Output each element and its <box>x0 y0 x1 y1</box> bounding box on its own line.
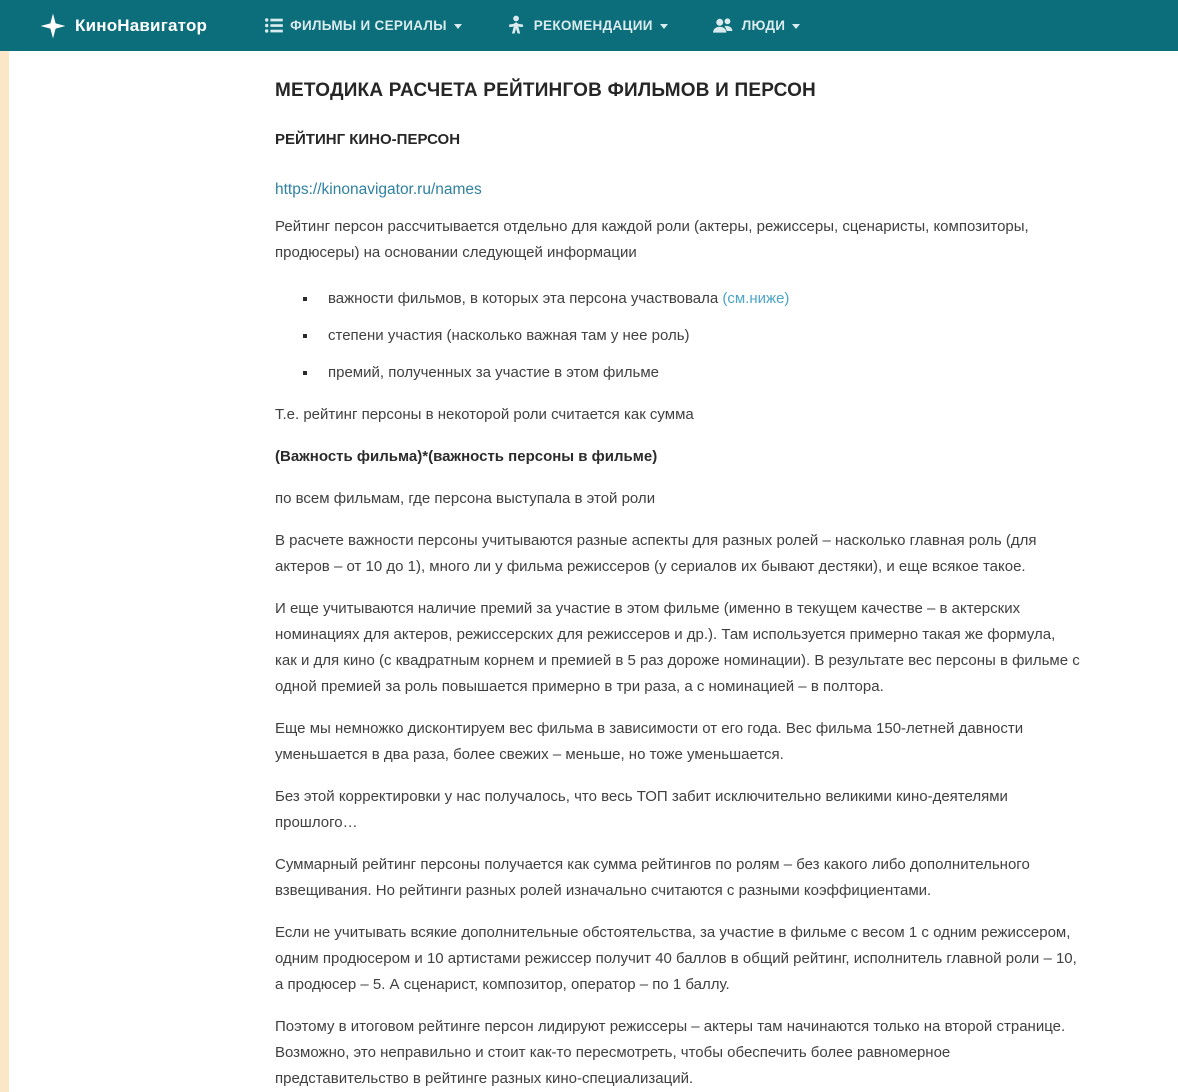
formula-paragraph: (Важность фильма)*(важность персоны в фильме) <box>275 448 658 465</box>
paragraph: Поэтому в итоговом рейтинге персон лидируют режиссеры – актеры там начинаются только на второй странице. Возможно, это неправильно и стоит как-то пересмотреть, чтобы обеспечить более равномерное представительство в рейтинге разных кино-специализаций. <box>275 1018 1066 1087</box>
square-bullet-icon <box>303 371 307 375</box>
square-bullet-icon <box>303 334 307 338</box>
names-page-link[interactable]: https://kinonavigator.ru/names <box>275 181 482 198</box>
paragraph: И еще учитываются наличие премий за участие в этом фильме (именно в текущем качестве – в актерских номинациях для актеров, режиссерских для режиссеров и др.). Там используется примерно такая же формула, как и для кино (с квадратным корнем и премией в 5 раз дороже номинации). В результате вес персоны в фильме с одной премией за роль повышается примерно в три раза, а с номинацией – в полтора. <box>275 600 1080 695</box>
chevron-down-icon <box>454 24 462 29</box>
list-item <box>275 286 1081 312</box>
nav-people[interactable] <box>702 9 811 42</box>
criteria-list <box>275 286 1081 386</box>
logo-text: КиноНавигатор <box>75 15 208 35</box>
page-title: МЕТОДИКА РАСЧЕТА РЕЙТИНГОВ ФИЛЬМОВ И ПЕРСОН <box>275 80 816 101</box>
nav-films-and-series[interactable] <box>255 10 472 41</box>
compass-star-icon <box>40 13 66 39</box>
paragraph: Суммарный рейтинг персоны получается как сумма рейтингов по ролям – без какого либо дополнительного взвещивания. Но рейтинги разных ролей изначально считаются с разными коэффициентами. <box>275 856 1030 899</box>
paragraph: Еще мы немножко дисконтируем вес фильма в зависимости от его года. Вес фильма 150-летней давности уменьшается в два раза, более свежих – меньше, но тоже уменьшается. <box>275 720 1024 763</box>
paragraph: Если не учитывать всякие дополнительные обстоятельства, за участие в фильме с весом 1 с одним режиссером, одним продюсером и 10 артистами режиссер получит 40 баллов в общий рейтинг, исполнитель главной роли – 10, а продюсер – 5. А сценарист, композитор, оператор – по 1 баллу. <box>275 924 1077 993</box>
paragraph: Т.е. рейтинг персоны в некоторой роли считается как сумма <box>275 406 694 423</box>
paragraph: по всем фильмам, где персона выступала в этой роли <box>275 490 656 507</box>
nav-label: ЛЮДИ <box>741 18 786 33</box>
chevron-down-icon <box>660 24 668 29</box>
article-content <box>275 51 1081 1092</box>
page-left-strip <box>0 51 9 1092</box>
intro-paragraph: Рейтинг персон рассчитывается отдельно для каждой роли (актеры, режиссеры, сценаристы, композиторы, продюсеры) на основании следующей информации <box>275 218 1029 261</box>
people-icon <box>712 17 735 34</box>
section-title: РЕЙТИНГ КИНО-ПЕРСОН <box>275 131 461 148</box>
nav-recommendations[interactable] <box>496 7 678 44</box>
square-bullet-icon <box>303 297 307 301</box>
list-item-text: важности фильмов, в которых эта персона участвовала <box>328 290 723 307</box>
list-item-text: премий, полученных за участие в этом фильме <box>328 364 660 381</box>
nav-label: ФИЛЬМЫ И СЕРИАЛЫ <box>290 18 447 33</box>
list-item <box>275 360 1081 386</box>
see-below-link[interactable]: (см.ниже) <box>722 290 790 307</box>
list-icon <box>265 18 283 33</box>
chevron-down-icon <box>792 24 800 29</box>
nav-label: РЕКОМЕНДАЦИИ <box>533 18 653 33</box>
names-link-line <box>275 181 1081 199</box>
list-item <box>275 323 1081 349</box>
logo[interactable] <box>40 13 207 39</box>
main-nav <box>255 7 810 44</box>
top-nav-bar <box>0 0 1178 51</box>
paragraph: В расчете важности персоны учитываются разные аспекты для разных ролей – насколько главная роль (для актеров – от 10 до 1), много ли у фильма режиссеров (у сериалов их бывают дестяки), и еще всякое такое. <box>275 532 1037 575</box>
paragraph: Без этой корректировки у нас получалось, что весь ТОП забит исключительно великими кино-деятелями прошлого… <box>275 788 1008 831</box>
list-item-text: степени участия (насколько важная там у нее роль) <box>328 327 690 344</box>
star-person-icon <box>506 15 527 36</box>
